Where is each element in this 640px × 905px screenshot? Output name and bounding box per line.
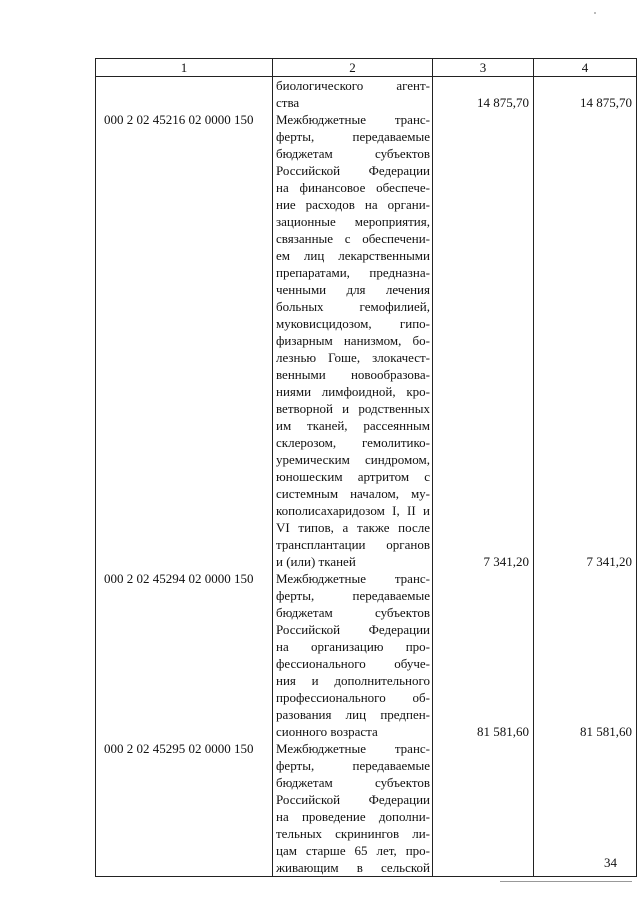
description-line: склерозом, гемолитико-	[276, 435, 430, 450]
description-line: больных гемофилией,	[276, 299, 430, 314]
description-line: ферты, передаваемые	[276, 588, 430, 603]
table-body-row	[96, 77, 637, 877]
description-line: на проведение дополни-	[276, 809, 430, 824]
amount-cell: 7 341,20	[483, 554, 529, 569]
description-line: лезнью Гоше, злокачест-	[276, 350, 430, 365]
description-line: Межбюджетные транс-	[276, 571, 430, 586]
row-description	[276, 111, 430, 570]
footer-rule	[500, 881, 632, 882]
header-cell-1: 1	[96, 59, 273, 77]
description-line: физарным нанизмом, бо-	[276, 333, 430, 348]
header-cell-4: 4	[534, 59, 637, 77]
description-line: системным началом, му-	[276, 486, 430, 501]
description-line: Межбюджетные транс-	[276, 741, 430, 756]
description-line: муковисцидозом, гипо-	[276, 316, 430, 331]
description-line: бюджетам субъектов	[276, 605, 430, 620]
row-description	[276, 570, 430, 740]
description-line: ниями лимфоидной, кро-	[276, 384, 430, 399]
description-line: Российской Федерации	[276, 622, 430, 637]
description-line: ченными для лечения	[276, 282, 430, 297]
description-line: живающим в сельской	[276, 860, 430, 875]
amount-cell: 7 341,20	[586, 554, 632, 569]
description-line: сионного возраста	[276, 724, 378, 739]
description-line: Межбюджетные транс-	[276, 112, 430, 127]
description-column	[273, 77, 433, 877]
amount-cell: 14 875,70	[477, 95, 529, 110]
description-line: Российской Федерации	[276, 163, 430, 178]
description-line: профессионального об-	[276, 690, 430, 705]
description-line: разования лиц предпен-	[276, 707, 430, 722]
description-line: Российской Федерации	[276, 792, 430, 807]
description-line: на организацию про-	[276, 639, 430, 654]
description-line: трансплантации органов	[276, 537, 430, 552]
budget-table	[95, 58, 637, 877]
description-line: фессионального обуче-	[276, 656, 430, 671]
row-code: 000 2 02 45295 02 0000 150	[104, 741, 254, 756]
description-line: ем лиц лекарственными	[276, 248, 430, 263]
scan-artifact	[594, 12, 596, 14]
description-line: зационные мероприятия,	[276, 214, 430, 229]
description-line: биологического агент-	[276, 78, 430, 93]
description-line: и (или) тканей	[276, 554, 356, 569]
description-line: ние расходов на органи-	[276, 197, 430, 212]
table-header-row	[96, 59, 637, 77]
description-line: юношеским артритом с	[276, 469, 430, 484]
description-line: бюджетам субъектов	[276, 775, 430, 790]
description-line: им тканей, рассеянным	[276, 418, 430, 433]
description-line: уремическим синдромом,	[276, 452, 430, 467]
row-code: 000 2 02 45216 02 0000 150	[104, 112, 254, 127]
row-description	[276, 740, 430, 876]
description-line: ства	[276, 95, 300, 110]
amount-column-4	[534, 77, 637, 877]
header-cell-2: 2	[273, 59, 433, 77]
code-column	[96, 77, 273, 877]
description-line: препаратами, предназна-	[276, 265, 430, 280]
amount-column-3	[433, 77, 534, 877]
description-line: бюджетам субъектов	[276, 146, 430, 161]
row-code: 000 2 02 45294 02 0000 150	[104, 571, 254, 586]
description-line: на финансовое обеспече-	[276, 180, 430, 195]
description-line: кополисахаридозом I, II и	[276, 503, 430, 518]
description-line: ния и дополнительного	[276, 673, 430, 688]
description-line: ветворной и родственных	[276, 401, 430, 416]
amount-cell: 81 581,60	[580, 724, 632, 739]
description-line: цам старше 65 лет, про-	[276, 843, 430, 858]
description-line: ферты, передаваемые	[276, 758, 430, 773]
description-line: ферты, передаваемые	[276, 129, 430, 144]
amount-cell: 81 581,60	[477, 724, 529, 739]
header-cell-3: 3	[433, 59, 534, 77]
description-line: связанные с обеспечени-	[276, 231, 430, 246]
amount-cell: 14 875,70	[580, 95, 632, 110]
description-line: тельных скринингов ли-	[276, 826, 430, 841]
description-line: VI типов, а также после	[276, 520, 430, 535]
description-line: венными новообразова-	[276, 367, 430, 382]
page-number: 34	[604, 855, 617, 870]
